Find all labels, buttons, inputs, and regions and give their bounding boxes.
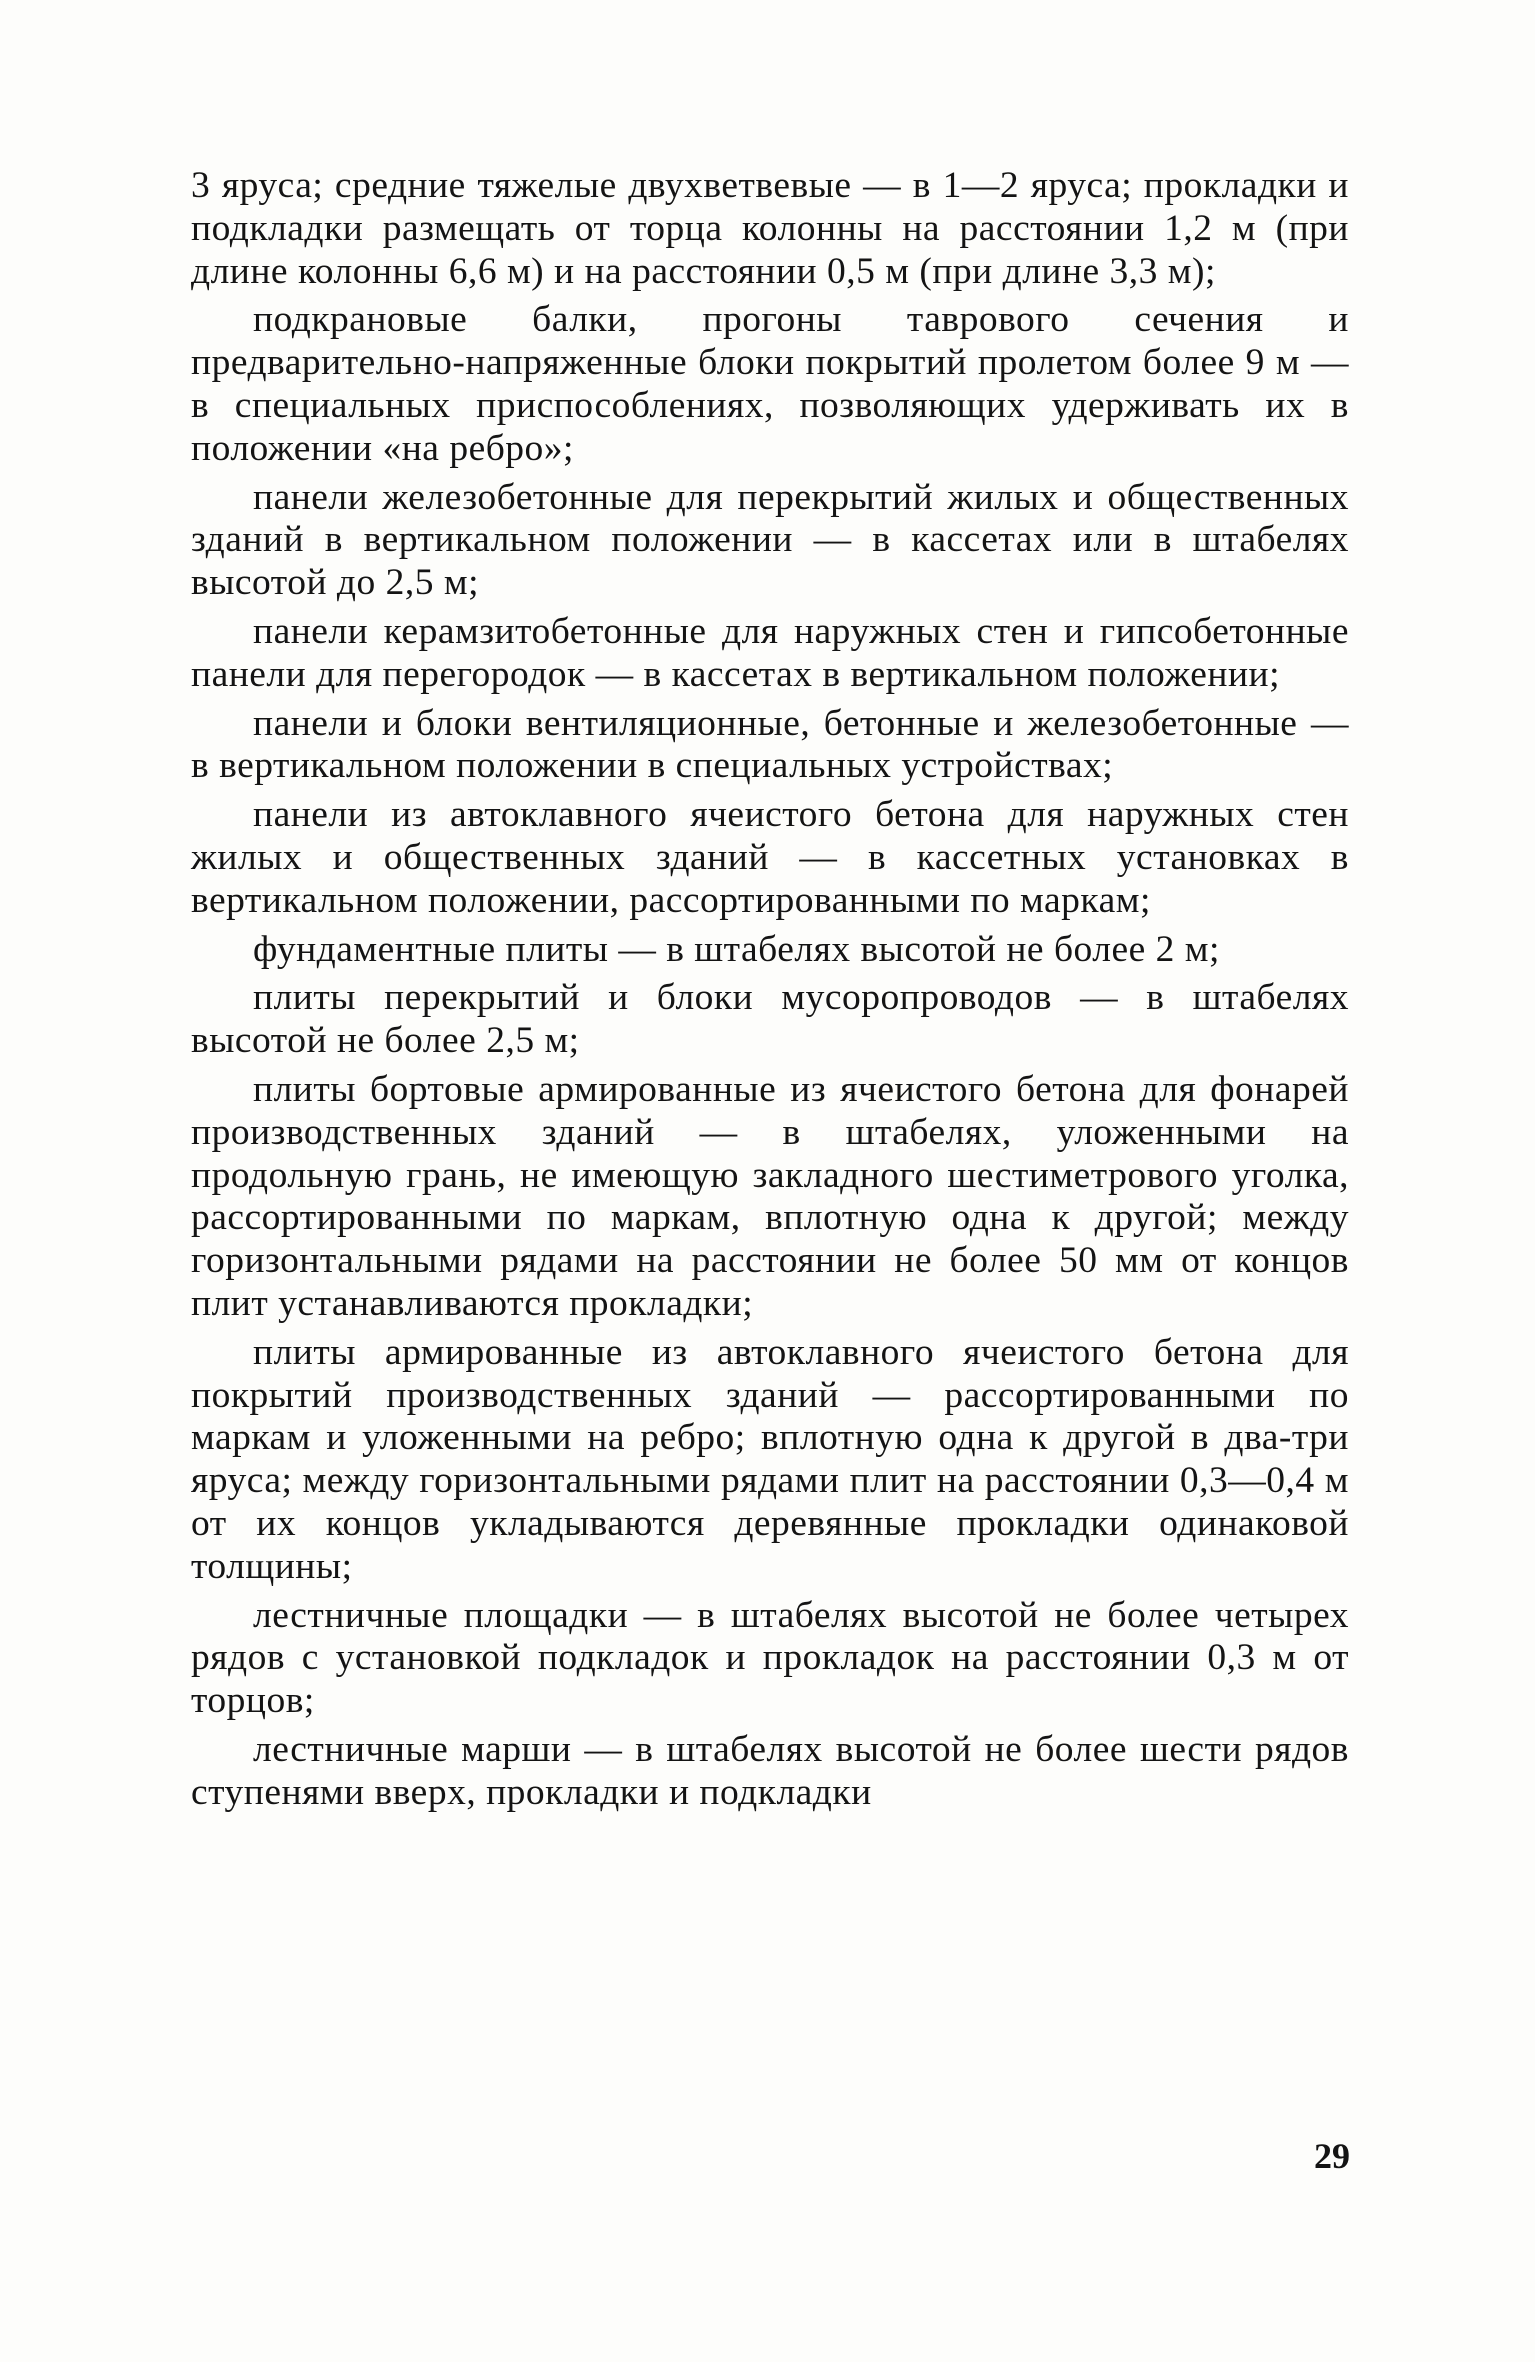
- page-number: 29: [1314, 2136, 1350, 2176]
- paragraph: панели из автоклавного ячеистого бетона для наружных стен жилых и общественных зданий — в кассетных установках в вертикальном положении, рассортированными по маркам;: [191, 794, 1349, 921]
- paragraph: панели и блоки вентиляционные, бетонные и железобетонные — в вертикальном положении в специальных устройствах;: [191, 702, 1349, 787]
- paragraph: лестничные площадки — в штабелях высотой не более четырех рядов с установкой подкладок и прокладок на расстоянии 0,3 м от торцов;: [191, 1594, 1349, 1722]
- paragraph: подкрановые балки, прогоны таврового сечения и предварительно-напряженные блоки покрытий пролетом более 9 м — в специальных приспособлениях, позволяющих удерживать их в положении «на ребро»;: [191, 299, 1349, 469]
- paragraph: плиты армированные из автоклавного ячеистого бетона для покрытий производственных зданий — рассортированными по маркам и уложенными на ребро; вплотную одна к другой в два-три яруса; между горизонтальными рядами плит на расстоянии 0,3—0,4 м от их концов укладываются деревянные прокладки одинаковой толщины;: [191, 1331, 1349, 1587]
- paragraph: плиты перекрытий и блоки мусоропроводов — в штабелях высотой не более 2,5 м;: [191, 977, 1349, 1062]
- paragraph: лестничные марши — в штабелях высотой не более шести рядов ступенями вверх, прокладки и подкладки: [191, 1728, 1349, 1813]
- paragraph: 3 яруса; средние тяжелые двухветвевые — в 1—2 яруса; прокладки и подкладки размещать от торца колонны на расстоянии 1,2 м (при длине колонны 6,6 м) и на расстоянии 0,5 м (при длине 3,3 м);: [191, 165, 1349, 292]
- paragraph: панели железобетонные для перекрытий жилых и общественных зданий в вертикальном положении — в кассетах или в штабелях высотой до 2,5 м;: [191, 476, 1349, 604]
- paragraph: фундаментные плиты — в штабелях высотой не более 2 м;: [253, 928, 1220, 970]
- paragraph: плиты бортовые армированные из ячеистого бетона для фонарей производственных зданий — в штабелях, уложенными на продольную грань, не имеющую закладного шестиметрового уголка, рассортированными по маркам, вплотную одна к другой; между горизонтальными рядами на расстоянии не более 50 мм от концов плит устанавливаются прокладки;: [191, 1068, 1349, 1324]
- body-text: [191, 165, 1349, 1820]
- paragraph: панели керамзитобетонные для наружных стен и гипсобетонные панели для перегородок — в кассетах в вертикальном положении;: [191, 610, 1349, 695]
